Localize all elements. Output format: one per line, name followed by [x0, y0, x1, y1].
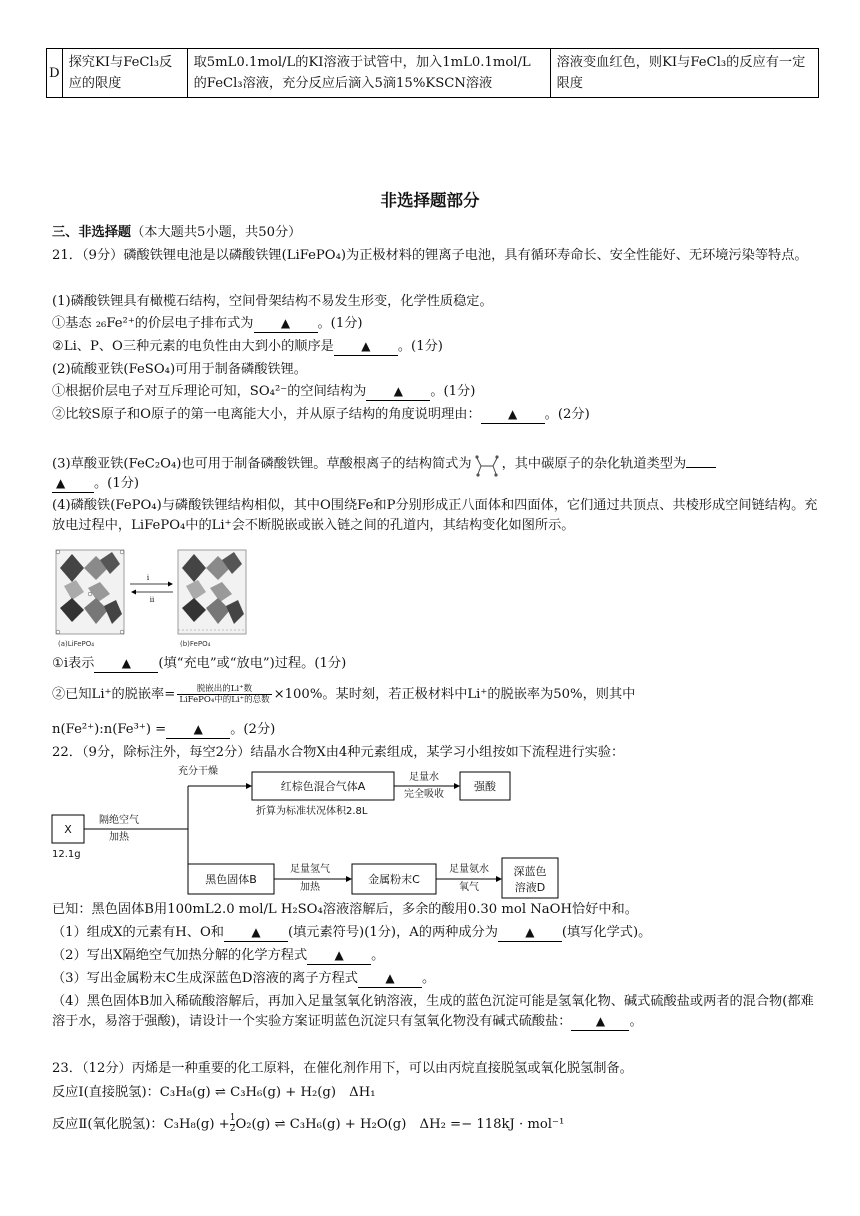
gas-volume-note: 折算为标准状况体积2.8L: [256, 806, 368, 817]
q22-q3: [52, 969, 435, 989]
q21-p3-cont: [52, 474, 139, 494]
x-mass-label: 12.1g: [52, 849, 81, 860]
q22-q2-text: （2）写出X隔绝空气加热分解的化学方程式: [52, 948, 308, 963]
q21-p1-1-text: ①基态 ₂₆Fe²⁺的价层电子排布式为: [52, 316, 254, 331]
answer-blank: ▲: [224, 926, 288, 942]
q21-p1-1: [52, 314, 363, 334]
h2-bottom-label: 加热: [300, 882, 320, 893]
crystal-structure-figure: [54, 546, 264, 652]
answer-blank: ▲: [254, 317, 318, 333]
answer-blank: ▲: [498, 926, 562, 942]
q22-q1-text: （1）组成X的元素有H、O和: [52, 925, 224, 940]
q23-reaction-1: 反应Ⅰ(直接脱氢)：C₃H₈(g) ⇌ C₃H₆(g) + H₂(g) ΔH₁: [52, 1085, 376, 1100]
answer-blank: ▲: [571, 1015, 629, 1031]
x-box-label: X: [64, 823, 72, 836]
q21-p2: (2)硫酸亚铁(FeSO₄)可用于制备磷酸铁锂。: [52, 362, 307, 377]
answer-blank: ▲: [94, 657, 158, 673]
nh3-bottom-label: 氧气: [459, 882, 479, 893]
q21-p2-2-tail: 。(2分): [544, 407, 590, 422]
answer-blank: ▲: [307, 949, 371, 965]
option-letter: D: [47, 49, 63, 98]
delithiation-fraction: [177, 684, 271, 705]
q22-q3-text: （3）写出金属粉末C生成深蓝色D溶液的离子方程式: [52, 971, 358, 986]
q21-p1-1-tail: 。(1分): [317, 316, 363, 331]
answer-blank: ▲: [481, 408, 545, 424]
q21-p3: [52, 450, 716, 478]
q21-p4-2-ratio: n(Fe²⁺):n(Fe³⁺) =: [52, 722, 167, 737]
q23-reaction-2: [52, 1114, 564, 1135]
q21-p1-2-tail: 。(1分): [397, 339, 443, 354]
answer-blank: ▲: [166, 723, 230, 739]
q22-q1-text-b: (填元素符号)(1分)，A的两种成分为: [287, 925, 498, 940]
q21-intro: 21．（9分）磷酸铁锂电池是以磷酸铁锂(LiFePO₄)为正极材料的锂离子电池，具有循环寿命长、安全性能好、无环境污染等特点。: [52, 248, 808, 263]
q21-p2-1: [52, 382, 475, 402]
q21-p4: (4)磷酸铁(FePO₄)与磷酸铁锂结构相似，其中O围绕Fe和P分别形成正八面体和四面体，它们通过共顶点、共棱形成空间链结构。充放电过程中，LiFePO₄中的Li⁺会不断脱嵌或嵌入链之间的孔道内，其结构变化如图所示。: [52, 498, 818, 534]
q21-p4-1: [52, 654, 346, 674]
part-heading: [52, 223, 301, 243]
fraction-numerator: 脱嵌出的Li⁺数: [177, 684, 271, 695]
section-title: 非选择题部分: [380, 191, 480, 210]
option-goal: 探究KI与FeCl₃反应的限度: [62, 49, 187, 98]
q22-q2-tail: 。: [371, 948, 385, 963]
q21-p1-2: [52, 337, 443, 357]
arrow-i-label: i: [146, 574, 150, 582]
q21-p4-2-text-b: ×100%。某时刻，若正极材料中Li⁺的脱嵌率为50%，则其中: [273, 687, 636, 703]
option-table: [46, 48, 819, 98]
half-numerator: 1: [229, 1113, 236, 1123]
q21-p3-tail: 。(1分): [94, 476, 140, 491]
q22-q1: [52, 923, 651, 943]
strong-acid-label: 强酸: [474, 780, 496, 793]
solution-d-label-2: 溶液D: [514, 881, 546, 894]
q22-intro: 22．（9分，除标注外，每空2分）结晶水合物X由4种元素组成，某学习小组按如下流程进行实验：: [52, 745, 625, 760]
q23-reaction-2-text: 反应Ⅱ(氧化脱氢)：C₃H₈(g) +: [52, 1116, 230, 1132]
q22-q4: [52, 992, 822, 1033]
half-denominator: 2: [229, 1123, 236, 1134]
q21-p4-2-cont: [52, 720, 275, 740]
gas-a-label: 红棕色混合气体A: [280, 780, 366, 793]
q21-p1: (1)磷酸铁锂具有橄榄石结构，空间骨架结构不易发生形变，化学性质稳定。: [52, 294, 493, 309]
figure-label-b: (b)FePO₄: [180, 640, 211, 648]
option-operation: 取5mL0.1mol/L的KI溶液于试管中，加入1mL0.1mol/L的FeCl₃溶液，充分反应后滴入5滴15%KSCN溶液: [187, 49, 550, 98]
table-row: [47, 49, 819, 98]
q22-q2: [52, 946, 384, 966]
answer-blank: ▲: [358, 972, 422, 988]
nh3-top-label: 足量氨水: [449, 864, 489, 875]
q22-q1-tail: (填写化学式)。: [561, 925, 652, 940]
q21-p4-1-text: ①i表示: [52, 656, 95, 671]
lifepo4-cell: [56, 550, 124, 634]
arrow1-top-label: 隔绝空气: [99, 815, 139, 826]
answer-blank: ▲: [52, 477, 94, 493]
water-bottom-label: 完全吸收: [404, 789, 444, 800]
solid-b-label: 黑色固体B: [205, 873, 257, 886]
q21-p2-2-text: ②比较S原子和O原子的第一电离能大小，并从原子结构的角度说明理由：: [52, 407, 481, 422]
q21-p2-1-text: ①根据价层电子对互斥理论可知，SO₄²⁻的空间结构为: [52, 384, 367, 399]
q23-intro: 23．（12分）丙烯是一种重要的化工原料，在催化剂作用下，可以由丙烷直接脱氢或氧化脱氢制备。: [52, 1061, 633, 1076]
q21-p3-text-b: ，其中碳原子的杂化轨道类型为: [501, 456, 687, 472]
oxalate-structure-icon: [472, 450, 502, 478]
experiment-flowchart: [50, 760, 570, 900]
q21-p2-1-tail: 。(1分): [430, 384, 476, 399]
q21-p4-2-text: ②已知Li⁺的脱嵌率=: [52, 687, 176, 703]
metal-c-label: 金属粉末C: [368, 873, 420, 886]
figure-label-a: (a)LiFePO₄: [58, 640, 95, 648]
fepo4-cell: [178, 550, 246, 634]
q22-q4-text: （4）黑色固体B加入稀硫酸溶解后，再加入足量氢氧化钠溶液，生成的蓝色沉淀可能是氢氧化物、碱式硫酸盐或两者的混合物(都难溶于水，易溶于强酸)，请设计一个实验方案证明蓝色沉淀只有氢氧化物没有碱式硫酸盐：: [52, 994, 814, 1030]
water-top-label: 足量水: [409, 772, 439, 783]
q22-q4-tail: 。: [629, 1014, 643, 1030]
solution-d-label-1: 深蓝色: [513, 865, 547, 878]
arrow1-bottom-label: 加热: [109, 832, 129, 843]
fraction-denominator: LiFePO₄中的Li⁺的总数: [179, 695, 270, 706]
q21-p4-2-tail: 。(2分): [230, 722, 276, 737]
answer-blank: [686, 467, 716, 468]
part-heading-label: 三、非选择题: [52, 225, 132, 240]
answer-blank: ▲: [366, 385, 430, 401]
h2-top-label: 足量氢气: [290, 864, 330, 875]
arrow-ii-label: ii: [149, 596, 155, 604]
part-heading-note: （本大题共5小题，共50分）: [131, 225, 302, 240]
q21-p3-text: (3)草酸亚铁(FeC₂O₄)也可用于制备磷酸铁锂。草酸根离子的结构简式为: [52, 456, 472, 472]
q21-p4-1-tail: (填“充电”或“放电”)过程。(1分): [158, 656, 347, 671]
option-phenomenon: 溶液变血红色，则KI与FeCl₃的反应有一定限度: [550, 49, 818, 98]
q23-reaction-2-text-b: O₂(g) ⇌ C₃H₆(g) + H₂O(g) ΔH₂ =− 118kJ · mol⁻¹: [235, 1116, 565, 1132]
q21-p2-2: [52, 405, 590, 425]
answer-blank: ▲: [334, 340, 398, 356]
q21-p4-2: [52, 684, 635, 706]
q22-q3-tail: 。: [422, 971, 436, 986]
dry-label: 充分干燥: [178, 766, 218, 777]
q22-known: 已知：黑色固体B用100mL2.0 mol/L H₂SO₄溶液溶解后，多余的酸用0.30 mol NaOH恰好中和。: [52, 902, 638, 917]
q21-p1-2-text: ②Li、P、O三种元素的电负性由大到小的顺序是: [52, 339, 334, 354]
